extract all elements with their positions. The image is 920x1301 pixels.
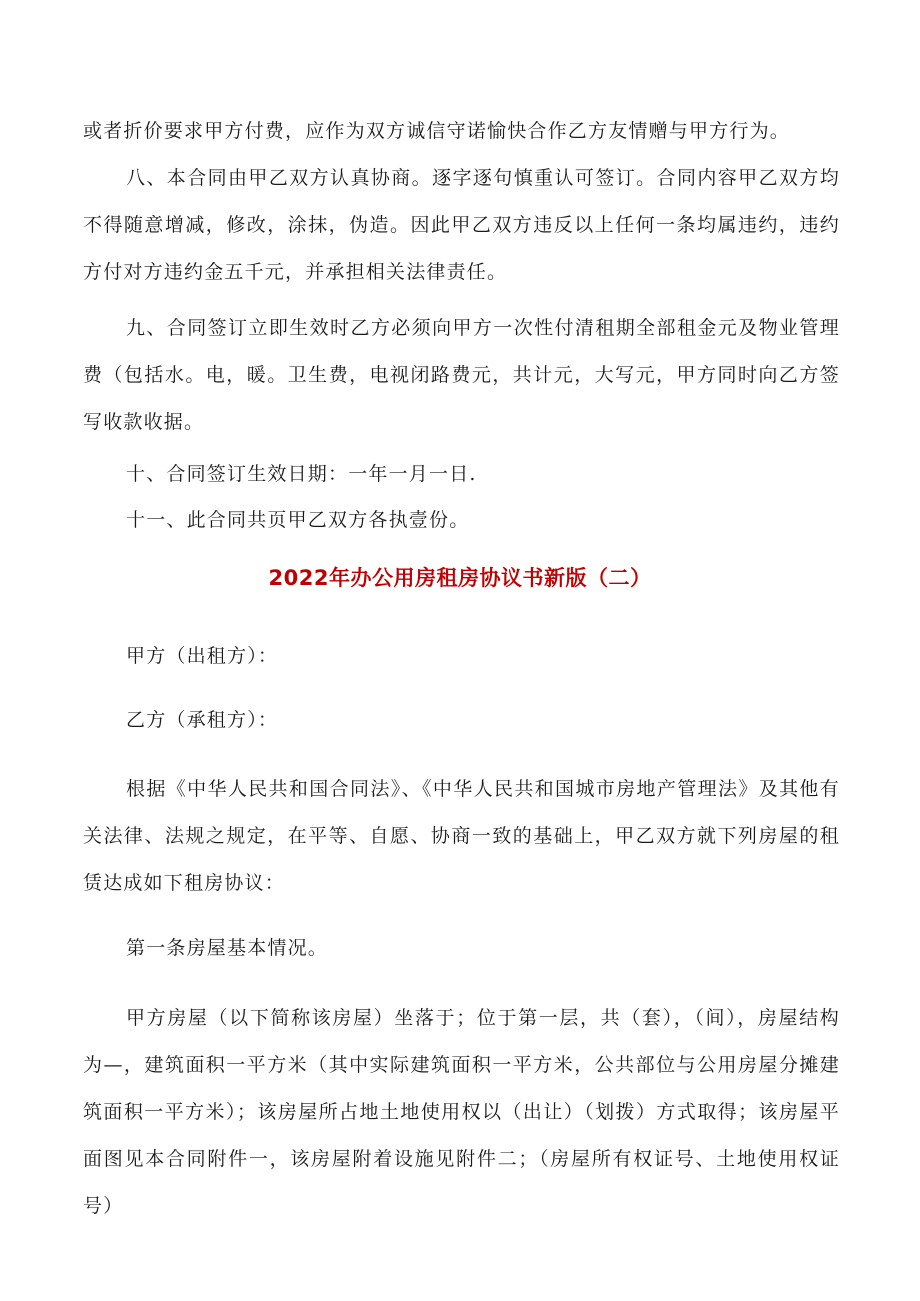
article-1-heading: 第一条房屋基本情况。 [126, 937, 329, 959]
party-a-line: 甲方（出租方）： [126, 645, 279, 667]
party-b-line: 乙方（承租方）： [126, 709, 279, 731]
paragraph-clause-9: 九、合同签订立即生效时乙方必须向甲方一次性付清租期全部租金元及物业管理费（包括水。电，暖。卫生费，电视闭路费元，共计元，大写元，甲方同时向乙方签写收款收据。 [83, 317, 840, 433]
paragraph-clause-10: 十、合同签订生效日期：一年一月一日. [126, 463, 477, 485]
article-1-body: 甲方房屋（以下简称该房屋）坐落于；位于第一层，共（套），（间），房屋结构为—，建筑面积一平方米（其中实际建筑面积一平方米，公共部位与公用房屋分摊建筑面积一平方米）；该房屋所占地土地使用权以（出让）（划拨）方式取得；该房屋平面图见本合同附件一，该房屋附着设施见附件二；（房屋所有权证号、土地使用权证号） [83, 1007, 840, 1217]
section-title: 2022年办公用房租房协议书新版（二） [268, 566, 652, 590]
paragraph-clause-11: 十一、此合同共页甲乙双方各执壹份。 [126, 509, 470, 531]
preamble-paragraph: 根据《中华人民共和国合同法》、《中华人民共和国城市房地产管理法》及其他有关法律、法规之规定，在平等、自愿、协商一致的基础上，甲乙双方就下列房屋的租赁达成如下租房协议： [83, 778, 840, 894]
paragraph-continuation: 或者折价要求甲方付费，应作为双方诚信守诺愉快合作乙方友情赠与甲方行为。 [83, 120, 791, 142]
paragraph-clause-8: 八、本合同由甲乙双方认真协商。逐字逐句慎重认可签订。合同内容甲乙双方均不得随意增减，修改，涂抹，伪造。因此甲乙双方违反以上任何一条均属违约，违约方付对方违约金五千元，并承担相关法律责任。 [83, 167, 840, 283]
